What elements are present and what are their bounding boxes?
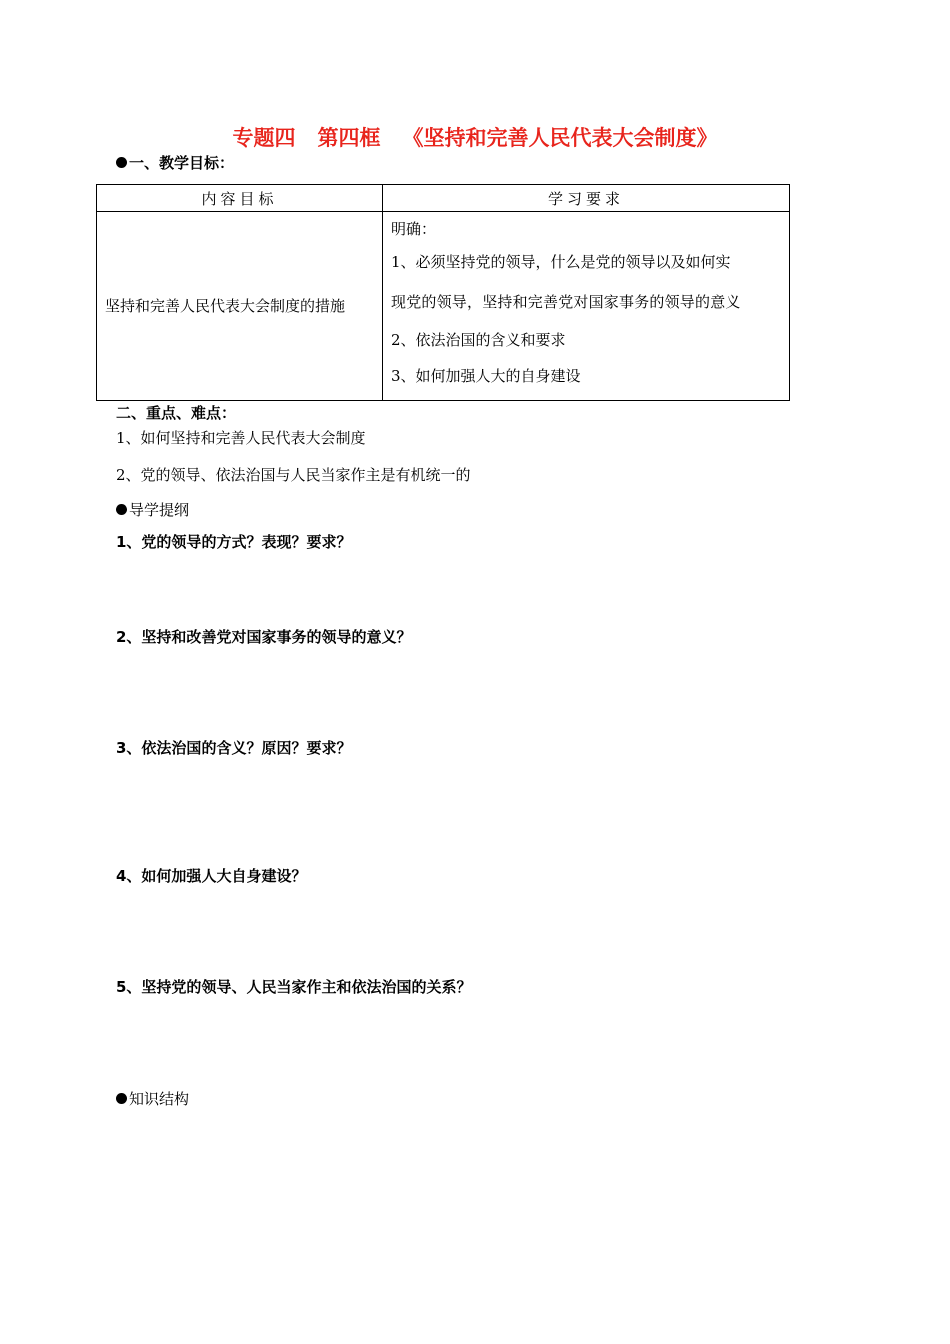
- requirement-line: 明确：: [391, 220, 437, 238]
- guide-question: 5、坚持党的领导、人民当家作主和依法治国的关系？: [116, 978, 472, 996]
- guide-question: 4、如何加强人大自身建设？: [116, 867, 307, 885]
- table-row: [97, 212, 790, 401]
- requirement-line: 2、依法治国的含义和要求: [391, 331, 566, 349]
- guide-question: 2、坚持和改善党对国家事务的领导的意义？: [116, 628, 412, 646]
- section-label: 一、教学目标：: [129, 154, 235, 172]
- bullet-icon: [116, 157, 127, 168]
- section-key-points-heading: 二、重点、难点：: [116, 404, 237, 422]
- table-header-row: [97, 185, 790, 212]
- header-learning-requirement: 学习要求: [383, 185, 790, 212]
- title-part-topic: 专题四: [232, 126, 296, 150]
- header-content-goal: 内容目标: [97, 185, 383, 212]
- bullet-icon: [116, 1093, 127, 1104]
- requirement-line: 1、必须坚持党的领导，什么是党的领导以及如何实: [391, 253, 731, 271]
- title-part-name: 《坚持和完善人民代表大会制度》: [402, 126, 718, 150]
- title-part-frame: 第四框: [317, 126, 381, 150]
- page-title: [0, 122, 950, 152]
- requirement-line: 3、如何加强人大的自身建设: [391, 367, 581, 385]
- section-teaching-goals-heading: [116, 152, 234, 173]
- key-point-item: 1、如何坚持和完善人民代表大会制度: [116, 429, 366, 447]
- knowledge-structure-heading: [116, 1088, 189, 1109]
- requirement-cell: [383, 212, 790, 401]
- guide-outline-heading: [116, 499, 189, 520]
- bullet-icon: [116, 504, 127, 515]
- knowledge-label: 知识结构: [129, 1090, 190, 1108]
- content-goal-cell: 坚持和完善人民代表大会制度的措施: [97, 212, 383, 401]
- goals-table: [96, 184, 790, 401]
- guide-question: 3、依法治国的含义？原因？要求？: [116, 739, 352, 757]
- requirement-line: 现党的领导，坚持和完善党对国家事务的领导的意义: [391, 293, 741, 311]
- guide-label: 导学提纲: [129, 501, 190, 519]
- key-point-item: 2、党的领导、依法治国与人民当家作主是有机统一的: [116, 466, 471, 484]
- guide-question: 1、党的领导的方式？表现？要求？: [116, 533, 352, 551]
